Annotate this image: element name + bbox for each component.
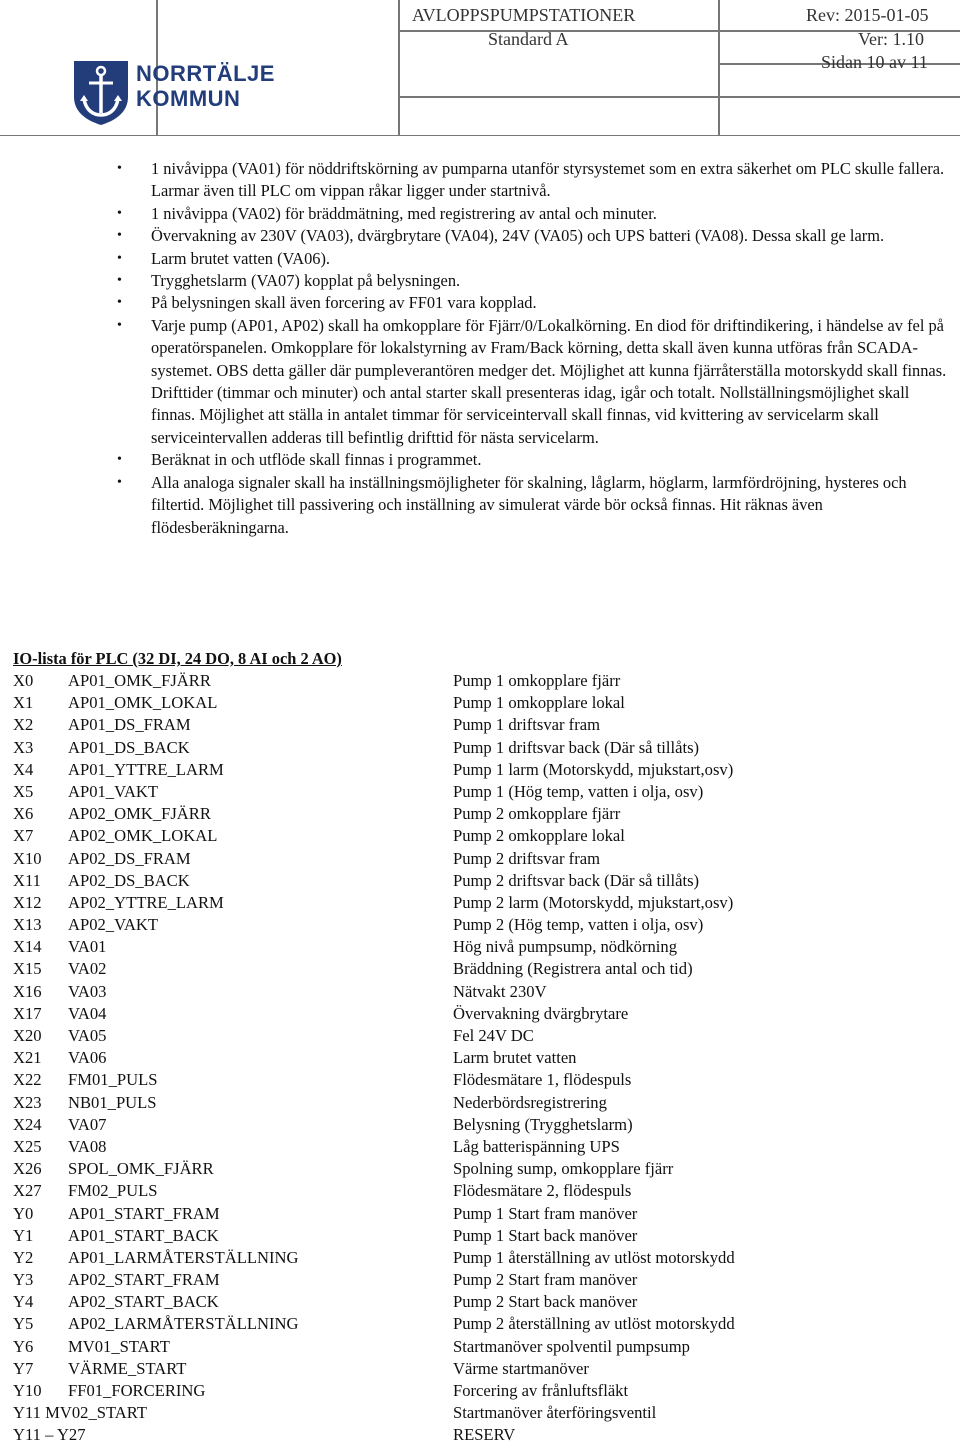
io-signal-name: VA08	[68, 1136, 107, 1156]
table-row	[0, 714, 960, 736]
io-address: X13	[13, 915, 42, 935]
table-row	[0, 936, 960, 958]
io-address: X2	[13, 715, 34, 735]
io-address: Y2	[13, 1247, 34, 1267]
table-row	[0, 1158, 960, 1180]
header-divider	[398, 0, 400, 135]
table-row	[0, 1136, 960, 1158]
table-row	[0, 1092, 960, 1114]
list-item: • Alla analoga signaler skall ha inställningsmöjligheter för skalning, låglarm, höglarm, larmfördröjning, hysteres och filtertid. Möjlighet till passivering och inställning av simulerat värde bör också finnas. Hit räknas även flödesberäkningarna.	[117, 472, 907, 537]
io-description: Nederbördsregistrering	[453, 1092, 607, 1112]
bullet-icon: •	[117, 250, 122, 266]
table-row	[0, 870, 960, 892]
io-address: Y10	[13, 1381, 42, 1400]
io-address: Y7	[13, 1358, 34, 1378]
table-row	[0, 1069, 960, 1091]
table-row	[0, 1003, 960, 1025]
requirements-list	[0, 158, 960, 539]
io-description: Övervakning dvärgbrytare	[453, 1003, 629, 1023]
io-description: Pump 2 omkopplare fjärr	[453, 804, 621, 824]
io-signal-name: AP01_YTTRE_LARM	[68, 759, 224, 779]
table-row	[0, 1291, 960, 1313]
table-row	[0, 1247, 960, 1269]
table-row	[0, 1114, 960, 1136]
io-description: Pump 1 driftsvar back (Där så tillåts)	[453, 737, 700, 757]
table-row	[0, 1336, 960, 1358]
io-description: Låg batterispänning UPS	[453, 1136, 620, 1156]
io-description: Nätvakt 230V	[453, 981, 547, 1001]
io-address: X16	[13, 981, 42, 1001]
bullet-icon: •	[117, 452, 122, 468]
io-signal-name: AP02_DS_BACK	[68, 870, 190, 890]
io-description: Pump 2 driftsvar back (Där så tillåts)	[453, 870, 700, 890]
io-description: Värme startmanöver	[453, 1358, 589, 1378]
io-signal-name: AP02_START_FRAM	[68, 1270, 220, 1290]
io-signal-name: AP01_OMK_FJÄRR	[68, 671, 211, 690]
bullet-icon: •	[117, 273, 122, 289]
table-row	[0, 803, 960, 825]
io-list-table	[0, 670, 960, 1447]
io-address: Y3	[13, 1270, 34, 1290]
io-signal-name: VA07	[68, 1114, 107, 1134]
io-signal-name: AP02_YTTRE_LARM	[68, 892, 224, 912]
io-address: X12	[13, 892, 42, 912]
io-address: X1	[13, 693, 34, 713]
io-signal-name: AP01_LARMÅTERSTÄLLNING	[68, 1247, 299, 1267]
header-divider	[718, 0, 720, 135]
table-row	[0, 759, 960, 781]
bullet-icon: •	[117, 295, 122, 311]
table-row	[0, 692, 960, 714]
io-signal-name: VA01	[68, 937, 107, 957]
table-row	[0, 1424, 960, 1446]
io-description: Pump 2 omkopplare lokal	[453, 826, 625, 846]
table-row	[0, 781, 960, 803]
io-address-signal: Y11 – Y27	[13, 1425, 86, 1445]
standard-label: Standard A	[488, 29, 569, 49]
io-description: Pump 2 larm (Motorskydd, mjukstart,osv)	[453, 892, 734, 912]
io-address: Y6	[13, 1336, 34, 1356]
page-number: Sidan 10 av 11	[821, 52, 928, 72]
io-signal-name: VA05	[68, 1026, 107, 1045]
io-description: Pump 1 omkopplare fjärr	[453, 671, 621, 690]
io-address: X27	[13, 1181, 42, 1201]
io-description: Pump 1 driftsvar fram	[453, 715, 601, 735]
io-address: X25	[13, 1136, 42, 1156]
io-address: X4	[13, 759, 34, 779]
io-address: X21	[13, 1048, 42, 1068]
io-address-signal: Y11 MV02_START	[13, 1403, 147, 1423]
io-description: Pump 2 Start fram manöver	[453, 1270, 638, 1290]
io-description: Pump 2 återställning av utlöst motorskydd	[453, 1314, 735, 1334]
table-row	[0, 1203, 960, 1225]
io-signal-name: VÄRME_START	[68, 1358, 187, 1378]
io-address: X17	[13, 1003, 42, 1023]
document-title: AVLOPPSPUMPSTATIONER	[412, 5, 636, 25]
table-row	[0, 981, 960, 1003]
list-item: • På belysningen skall även forcering av FF01 vara kopplad.	[0, 292, 960, 314]
io-address: X26	[13, 1159, 42, 1179]
io-address: X5	[13, 781, 34, 801]
bullet-icon: •	[117, 317, 122, 333]
io-signal-name: AP01_DS_FRAM	[68, 715, 191, 735]
io-signal-name: FM02_PULS	[68, 1181, 158, 1201]
io-description: Startmanöver återföringsventil	[453, 1403, 657, 1423]
list-item: • Trygghetslarm (VA07) kopplat på belysningen.	[0, 270, 960, 292]
io-address: X15	[13, 959, 42, 979]
io-address: Y4	[13, 1292, 34, 1312]
kommun-logo	[70, 57, 275, 127]
io-description: Startmanöver spolventil pumpsump	[453, 1336, 690, 1356]
list-item: • 1 nivåvippa (VA02) för bräddmätning, med registrering av antal och minuter.	[0, 203, 960, 225]
io-address: X3	[13, 737, 34, 757]
table-row	[0, 1047, 960, 1069]
io-address: X11	[13, 870, 41, 890]
io-description: Spolning sump, omkopplare fjärr	[453, 1159, 674, 1179]
io-signal-name: FM01_PULS	[68, 1070, 158, 1090]
io-signal-name: VA06	[68, 1048, 107, 1068]
io-description: Bräddning (Registrera antal och tid)	[453, 959, 693, 979]
io-address: X23	[13, 1092, 42, 1112]
io-signal-name: AP02_OMK_FJÄRR	[68, 804, 211, 824]
io-signal-name: AP02_VAKT	[68, 915, 159, 935]
io-signal-name: NB01_PULS	[68, 1092, 157, 1112]
logo-wordmark	[136, 61, 275, 111]
io-signal-name: AP02_START_BACK	[68, 1292, 219, 1312]
table-row	[0, 670, 960, 692]
io-description: Pump 1 omkopplare lokal	[453, 693, 625, 713]
bullet-icon: •	[117, 205, 122, 221]
logo-line-1: NORRTÄLJE	[136, 61, 275, 86]
io-description: Larm brutet vatten	[453, 1048, 577, 1068]
io-description: Pump 2 driftsvar fram	[453, 848, 601, 868]
io-address: Y1	[13, 1225, 34, 1245]
io-address: X14	[13, 937, 42, 957]
io-signal-name: MV01_START	[68, 1336, 170, 1356]
io-signal-name: VA03	[68, 981, 107, 1001]
io-description: Pump 1 Start fram manöver	[453, 1203, 638, 1223]
io-signal-name: AP02_DS_FRAM	[68, 848, 191, 868]
io-signal-name: SPOL_OMK_FJÄRR	[68, 1159, 214, 1179]
io-description: Pump 1 återställning av utlöst motorskydd	[453, 1247, 735, 1267]
io-signal-name: VA02	[68, 959, 107, 979]
logo-line-2: KOMMUN	[136, 86, 241, 111]
table-row	[0, 1225, 960, 1247]
table-row	[0, 1269, 960, 1291]
io-description: Forcering av frånluftsfläkt	[453, 1381, 629, 1400]
io-address: X10	[13, 848, 42, 868]
page-header	[0, 0, 960, 136]
list-item: • Beräknat in och utflöde skall finnas i programmet.	[0, 449, 960, 471]
list-item: • Övervakning av 230V (VA03), dvärgbrytare (VA04), 24V (VA05) och UPS batteri (VA08). Dessa skall ge larm.	[0, 225, 960, 247]
io-signal-name: AP01_START_FRAM	[68, 1203, 220, 1223]
io-description: Pump 1 Start back manöver	[453, 1225, 638, 1245]
io-description: RESERV	[453, 1425, 516, 1445]
io-address: Y0	[13, 1203, 34, 1223]
io-description: Hög nivå pumpsump, nödkörning	[453, 937, 678, 957]
table-row	[0, 1025, 960, 1047]
revision-date: Rev: 2015-01-05	[806, 5, 929, 25]
table-row	[0, 1180, 960, 1202]
io-signal-name: VA04	[68, 1003, 107, 1023]
io-description: Flödesmätare 1, flödespuls	[453, 1070, 632, 1090]
table-row	[0, 848, 960, 870]
table-row	[0, 1358, 960, 1380]
io-address: X0	[13, 671, 34, 690]
io-address: X20	[13, 1026, 42, 1045]
io-address: X24	[13, 1114, 42, 1134]
table-row	[0, 737, 960, 759]
io-signal-name: AP01_DS_BACK	[68, 737, 190, 757]
io-address: X7	[13, 826, 34, 846]
table-row	[0, 914, 960, 936]
list-item: • 1 nivåvippa (VA01) för nöddriftskörning av pumparna utanför styrsystemet som en extra säkerhet om PLC skulle fallera. Larmar även till PLC om vippan råkar ligger under startnivå.	[117, 159, 945, 201]
table-row	[0, 1313, 960, 1335]
io-list-title: IO-lista för PLC (32 DI, 24 DO, 8 AI och 2 AO)	[13, 649, 342, 668]
io-description: Fel 24V DC	[453, 1026, 534, 1045]
table-row	[0, 1402, 960, 1424]
io-signal-name: AP02_OMK_LOKAL	[68, 826, 218, 846]
table-row	[0, 958, 960, 980]
io-description: Pump 2 Start back manöver	[453, 1292, 638, 1312]
io-signal-name: FF01_FORCERING	[68, 1381, 206, 1400]
table-row	[0, 1380, 960, 1402]
table-row	[0, 825, 960, 847]
io-signal-name: AP01_OMK_LOKAL	[68, 693, 218, 713]
table-row	[0, 892, 960, 914]
list-item: • Larm brutet vatten (VA06).	[0, 248, 960, 270]
bullet-icon: •	[117, 228, 122, 244]
io-signal-name: AP01_START_BACK	[68, 1225, 219, 1245]
version-label: Ver: 1.10	[858, 29, 924, 49]
io-description: Flödesmätare 2, flödespuls	[453, 1181, 632, 1201]
list-item: • Varje pump (AP01, AP02) skall ha omkopplare för Fjärr/0/Lokalkörning. En diod för driftindikering, i händelse av fel på operatörspanelen. Omkopplare för lokalstyrning av Fram/Back körning, detta skall även kunna utföras från SCADA-systemet. OBS detta gäller där pumpleverantören medger det. Möjlighet att kunna fjärråterställa motorskydd skall finnas. Drifttider (timmar och minuter) och antal starter skall presenteras idag, igår och totalt. Nollställningsmöjlighet skall finnas. Möjlighet att ställa in antalet timmar för serviceintervall skall finnas, vid kvittering av servicelarm skall serviceintervallen adderas till befintlig drifttid för nästa servicelarm.	[117, 315, 947, 447]
anchor-crest-icon	[70, 57, 132, 127]
io-description: Pump 1 (Hög temp, vatten i olja, osv)	[453, 781, 704, 801]
io-address: X22	[13, 1070, 42, 1090]
io-signal-name: AP01_VAKT	[68, 781, 159, 801]
io-description: Pump 2 (Hög temp, vatten i olja, osv)	[453, 915, 704, 935]
io-address: Y5	[13, 1314, 34, 1334]
io-description: Belysning (Trygghetslarm)	[453, 1114, 633, 1134]
bullet-icon: •	[117, 161, 122, 176]
header-divider	[398, 96, 960, 98]
io-address: X6	[13, 804, 34, 824]
io-description: Pump 1 larm (Motorskydd, mjukstart,osv)	[453, 759, 734, 779]
io-signal-name: AP02_LARMÅTERSTÄLLNING	[68, 1314, 299, 1334]
bullet-icon: •	[117, 474, 122, 490]
